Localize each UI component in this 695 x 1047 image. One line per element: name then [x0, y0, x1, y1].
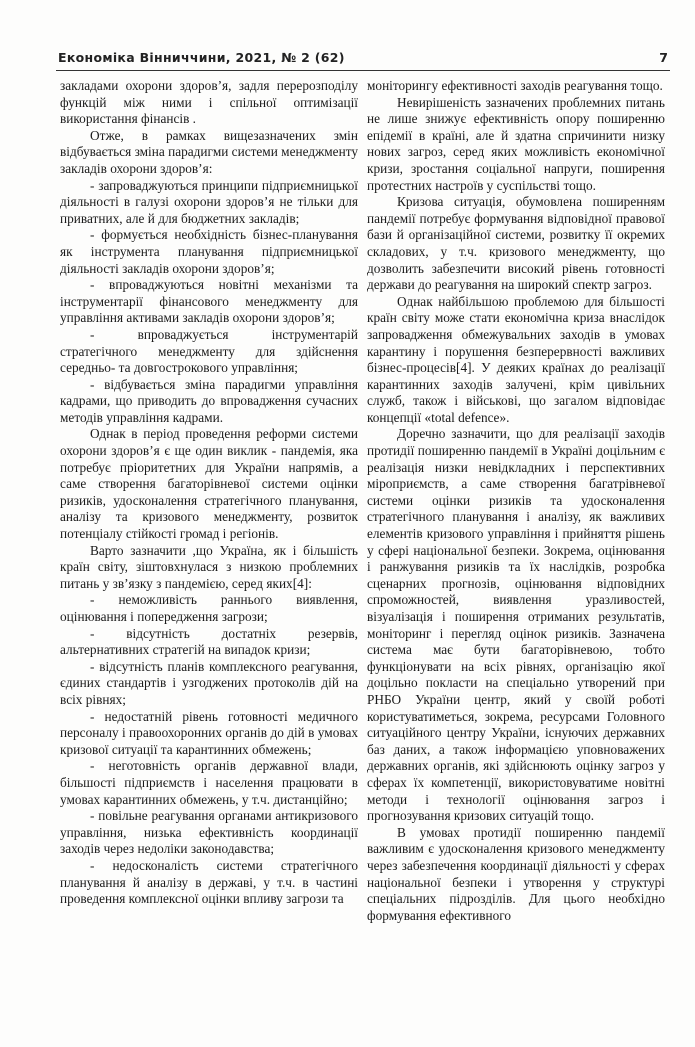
body-paragraph: Невирішеність зазначених проблемних питань не лише знижує ефективність опору поширенню епідемії в країні, але й здатна спричинити низку нових загроз, серед яких можливість економічної кризи, зростання соціальної напруги, поширення протестних настроїв у суспільстві тощо. [367, 94, 665, 193]
list-item-paragraph: - неможливість раннього виявлення, оцінювання і попередження загрози; [60, 592, 358, 624]
list-item-paragraph: - запроваджуються принципи підприємницької діяльності в галузі охорони здоров’я не тільки для приватних, але й для бюджетних закладів; [60, 177, 358, 226]
running-header [56, 50, 670, 70]
list-item-paragraph: - впроваджується інструментарій стратегічного менеджменту для здійснення середньо- та довгострокового управління; [60, 326, 358, 376]
body-paragraph: Доречно зазначити, що для реалізації заходів протидії поширенню пандемії в Україні доцільним є реалізація низки невідкладних і перспективних міроприємств, а саме створення багатрівневої системи оцінки ризиків та удосконалення стратегічного планування і аналізу, як важливих елементів кризового управління і прийняття рішень у сфері національної безпеки. Зокрема, оцінювання і ранжування ризиків та їх наслідків, розробка сценарних прогнозів, оцінювання відповідних спроможностей, виявлення уразливостей, візуалізація і поширення отриманих результатів, моніторинг і перегляд оцінок ризиків. Зазначена система має бути багаторівневою, тобто функціонувати на всіх рівнях, організацію якої доцільно покласти на спеціально утворений при РНБО України центр, який у своїй роботі користуватиметься, зокрема, ресурсами Головного ситуаційного центру України, існуючих державних баз даних, а також інформацією уповноважених державних органів, які здійснюють оцінку загроз у сферах їх компетенції, використовуватиме новітні методи і технології оцінювання загроз і прогнозування кризових ситуацій тощо. [367, 426, 665, 824]
page-number: 7 [659, 50, 668, 65]
list-item-paragraph: - відсутність планів комплексного реагування, єдиних стандартів і узгоджених протоколів дій на всіх рівнях; [60, 658, 358, 707]
body-paragraph: Отже, в рамках вищезазначених змін відбувається зміна парадигми системи менеджменту закладів охорони здоров’я: [60, 127, 358, 176]
list-item-paragraph: - формується необхідність бізнес-планування як інструмента планування підприємницької діяльності закладів охорони здоров’я; [60, 227, 358, 276]
journal-title: Економіка Вінниччини, 2021, № 2 (62) [58, 50, 345, 65]
body-paragraph: Однак в період проведення реформи системи охорони здоров’я є ще один виклик - пандемія, яка потребує пріоритетних для України напрямів, а саме створення багаторівневої системи оцінки ризиків, удосконалення стратегічного планування, аналізу та кризового менеджменту, розвиток потенціалу стійкості громад і регіонів. [60, 426, 358, 542]
list-item-paragraph: - недосконалість системи стратегічного планування й аналізу в державі, у т.ч. в частині проведення комплексної оцінки впливу загрози та [60, 857, 358, 907]
body-paragraph: Варто зазначити ,що Україна, як і більшість країн світу, зіштовхнулася з низкою проблемних питань у зв’язку з пандемією, серед яких[4]: [60, 542, 358, 591]
list-item-paragraph: - повільне реагування органами антикризового управління, низька ефективність координації заходів через недоліки законодавства; [60, 808, 358, 857]
left-column [60, 78, 358, 908]
header-rule [56, 70, 670, 71]
body-paragraph: закладами охорони здоров’я, задля перерозподілу функцій між ними і спільної оптимізації використання фінансів . [60, 78, 358, 127]
list-item-paragraph: - відсутність достатніх резервів, альтернативних стратегій на випадок кризи; [60, 625, 358, 658]
list-item-paragraph: - відбувається зміна парадигми управління кадрами, що приводить до впровадження сучасних методів управління кадрами. [60, 376, 358, 425]
list-item-paragraph: - недостатній рівень готовності медичного персоналу і правоохоронних органів до дій в умовах кризової ситуації та карантинних обмежень; [60, 708, 358, 757]
right-column [367, 78, 665, 924]
body-paragraph: В умовах протидії поширенню пандемії важливим є удосконалення кризового менеджменту через забезпечення координації діяльності у сферах національної безпеки і утворення у структурі спеціальних підрозділів. Для цього необхідно формування ефективного [367, 824, 665, 923]
list-item-paragraph: - неготовність органів державної влади, більшості підприємств і населення працювати в умовах карантинних обмежень, у т.ч. дистанційно; [60, 758, 358, 807]
body-paragraph: Кризова ситуація, обумовлена поширенням пандемії потребує формування відповідної правової бази й організаційної системи, розвитку її окремих складових, у т.ч. кризового менеджменту, що дозволить забезпечити високий рівень готовності держави до реагування на широкий спектр загроз. [367, 194, 665, 293]
body-paragraph: Однак найбільшою проблемою для більшості країн світу може стати економічна криза внаслідок запровадження обмежувальних заходів в умовах карантину і порушення безперервності важливих бізнес-процесів[4]. У деяких країнах до реалізації карантинних заходів залучені, крім цивільних служб, також і військові, що загалом відповідає концепції «total defence». [367, 293, 665, 425]
body-paragraph: моніторингу ефективності заходів реагування тощо. [367, 78, 663, 93]
list-item-paragraph: - впроваджуються новітні механізми та інструментарії фінансового менеджменту для управління активами закладів охорони здоров’я; [60, 277, 358, 326]
